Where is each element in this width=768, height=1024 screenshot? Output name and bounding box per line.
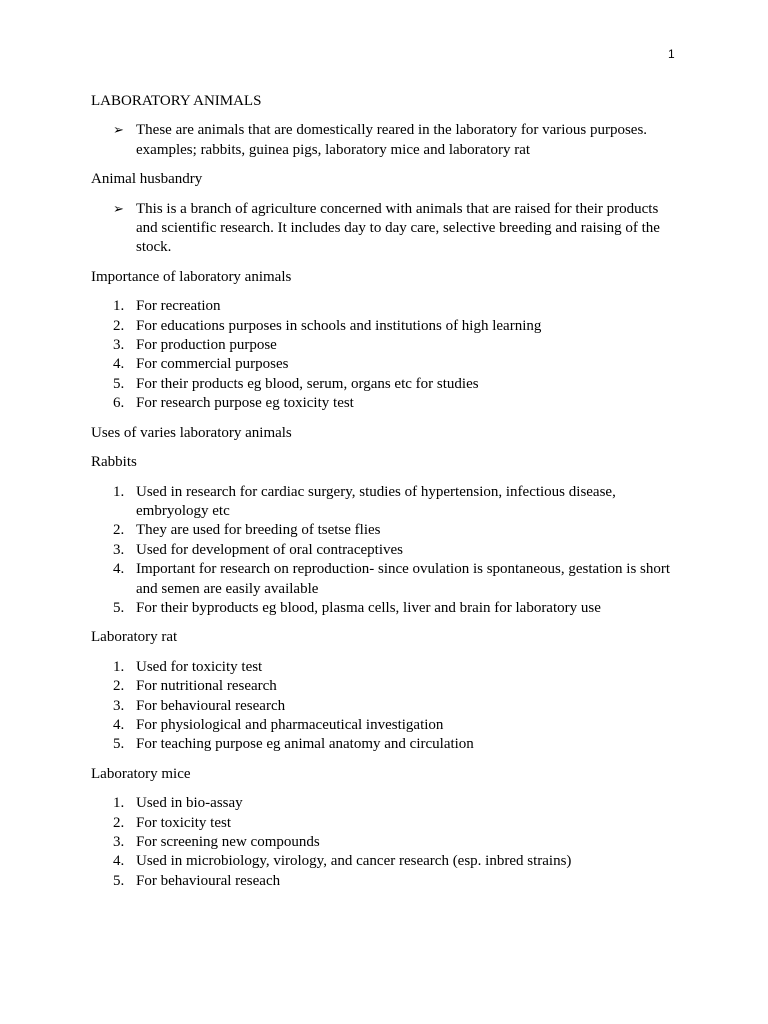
list-item-text: Important for research on reproduction- since ovulation is spontaneous, gestation is short and semen are easily available [136, 561, 671, 597]
list-item-text: Used for development of oral contraceptives [136, 541, 403, 558]
page-number: 1 [668, 47, 675, 61]
list-item-text: For recreation [136, 298, 221, 315]
list-number: 2. [113, 814, 125, 831]
list-item [91, 483, 681, 522]
list-number: 5. [113, 599, 125, 616]
list-item [91, 317, 681, 336]
list-number: 4. [113, 853, 125, 870]
list-item [91, 658, 681, 677]
list-number: 6. [113, 395, 125, 412]
list-item-text: For teaching purpose eg animal anatomy and circulation [136, 736, 474, 753]
list-item-text: For behavioural reseach [136, 872, 281, 889]
list-item-text: Used in bio-assay [136, 795, 243, 812]
list-item [91, 716, 681, 735]
arrow-bullet-icon: ➢ [113, 201, 124, 217]
list-item-text: For their products eg blood, serum, organs etc for studies [136, 375, 479, 392]
list-item [91, 336, 681, 355]
list-number: 1. [113, 483, 125, 500]
list-item [91, 697, 681, 716]
list-item-text: For behavioural research [136, 697, 286, 714]
list-number: 5. [113, 872, 125, 889]
list-item-text: For nutritional research [136, 678, 277, 695]
section-heading: Laboratory mice [91, 765, 191, 782]
list-number: 4. [113, 356, 125, 373]
list-number: 3. [113, 834, 125, 850]
list-number: 2. [113, 678, 125, 695]
list-number: 2. [113, 317, 125, 334]
section-heading: Laboratory rat [91, 629, 178, 646]
bullet-list [91, 121, 681, 160]
list-item-text: Used in research for cardiac surgery, studies of hypertension, infectious disease, embryology etc [136, 483, 616, 519]
list-item-text: For educations purposes in schools and institutions of high learning [136, 317, 542, 334]
list-number: 3. [113, 541, 125, 558]
list-item [91, 394, 681, 413]
list-item-text: For their byproducts eg blood, plasma cells, liver and brain for laboratory use [136, 599, 601, 616]
list-item [91, 872, 681, 891]
list-item-text: Used in microbiology, virology, and cancer research (esp. inbred strains) [136, 853, 572, 870]
list-number: 5. [113, 736, 125, 753]
list-item [91, 375, 681, 394]
numbered-list [91, 297, 681, 413]
list-number: 1. [113, 298, 125, 315]
document-body [91, 92, 681, 901]
list-item-text: Used for toxicity test [136, 658, 263, 675]
list-item [91, 541, 681, 560]
list-number: 4. [113, 561, 125, 578]
list-item [91, 735, 681, 754]
numbered-list [91, 658, 681, 755]
numbered-list [91, 794, 681, 891]
list-item [91, 355, 681, 374]
list-item [91, 852, 681, 871]
bullet-text: These are animals that are domestically reared in the laboratory for various purposes. examples; rabbits, guinea pigs, laboratory mice and laboratory rat [136, 122, 648, 158]
list-number: 4. [113, 716, 125, 733]
list-item [91, 677, 681, 696]
list-item-text: For toxicity test [136, 814, 231, 831]
list-item [91, 560, 681, 599]
list-number: 3. [113, 337, 125, 354]
list-number: 2. [113, 522, 125, 539]
list-number: 3. [113, 697, 125, 714]
bullet-list [91, 200, 681, 258]
list-number: 1. [113, 658, 125, 675]
bullet-text: This is a branch of agriculture concerned with animals that are raised for their products and scientific research. It includes day to day care, selective breeding and raising of the stock. [136, 200, 660, 256]
list-item-text: For screening new compounds [136, 834, 320, 850]
list-item [91, 297, 681, 316]
list-item [91, 794, 681, 813]
list-item-text: They are used for breeding of tsetse flies [136, 522, 381, 539]
list-item-text: For physiological and pharmaceutical investigation [136, 716, 444, 733]
list-item-text: For research purpose eg toxicity test [136, 395, 354, 412]
list-number: 1. [113, 795, 125, 812]
bullet-item [91, 121, 681, 160]
section-heading: Rabbits [91, 454, 137, 471]
section-heading: Animal husbandry [91, 171, 203, 188]
list-item-text: For commercial purposes [136, 356, 289, 373]
section-heading: LABORATORY ANIMALS [91, 93, 262, 109]
bullet-item [91, 200, 681, 258]
arrow-bullet-icon: ➢ [113, 123, 124, 139]
list-item [91, 833, 681, 852]
section-heading: Importance of laboratory animals [91, 268, 292, 285]
section-heading: Uses of varies laboratory animals [91, 424, 292, 441]
list-item [91, 814, 681, 833]
list-number: 5. [113, 375, 125, 392]
list-item-text: For production purpose [136, 337, 277, 354]
list-item [91, 521, 681, 540]
numbered-list [91, 483, 681, 619]
list-item [91, 599, 681, 618]
